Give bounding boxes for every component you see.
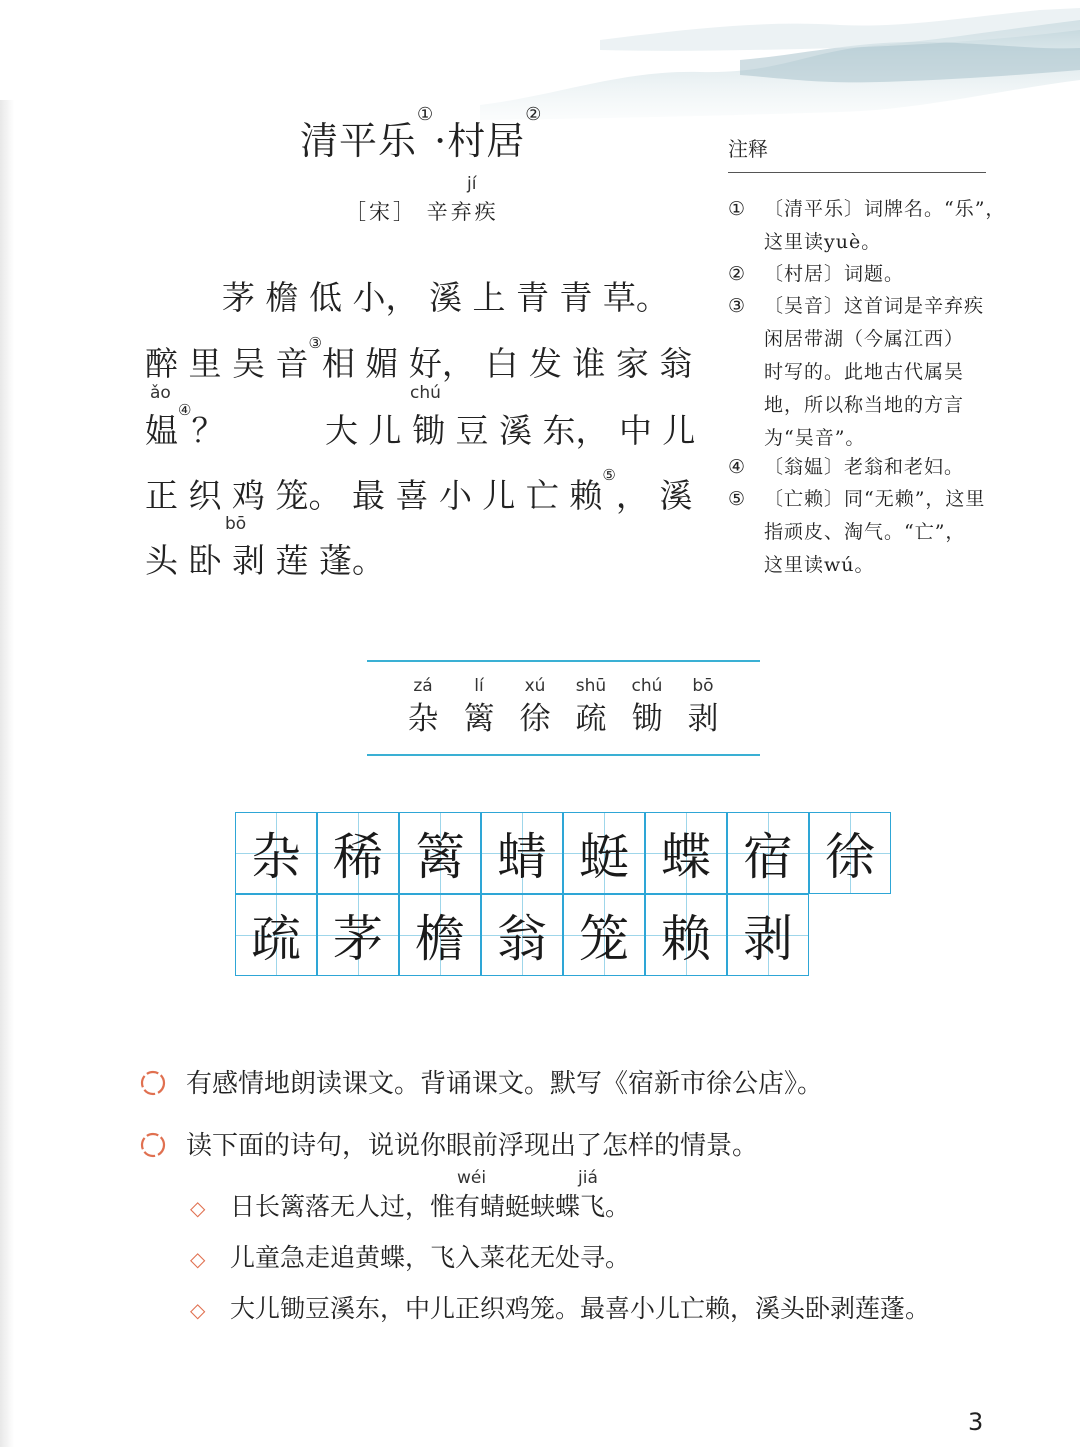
writing-char: 疏 [251, 910, 301, 968]
sub-item-3 [190, 1289, 930, 1325]
writing-char: 赖 [661, 910, 711, 968]
writing-char: 翁 [497, 910, 547, 968]
recognize-char: 杂 [407, 701, 439, 737]
poem-note-4: ④ [178, 401, 192, 419]
recognize-pinyin: shū [575, 676, 607, 696]
recognize-char: 锄 [631, 701, 663, 737]
writing-char: 茅 [333, 910, 383, 968]
writing-char: 蜻 [497, 828, 547, 886]
pinyin-chu: chú [410, 383, 441, 403]
poem-line-3 [145, 401, 225, 452]
note-text: 地，所以称当地的方言 [764, 394, 965, 416]
note-text: 〔亡赖〕同“无赖”，这里 [764, 488, 986, 510]
note-1 [728, 193, 1005, 259]
writing-grid-cell [399, 894, 481, 976]
note-text: 为“吴音”。 [764, 427, 866, 449]
writing-grid-cell [235, 812, 317, 894]
writing-grid-cell [727, 894, 809, 976]
note-number: ② [728, 263, 747, 285]
recognize-pinyin: zá [413, 676, 433, 696]
note-text: 闲居带湖（今属江西） [764, 328, 965, 350]
writing-char: 蝶 [661, 828, 711, 886]
note-text: 〔清平乐〕词牌名。“乐”， [764, 198, 1006, 220]
task-1 [140, 1063, 823, 1100]
writing-grid-cell [317, 812, 399, 894]
sub-item-2 [190, 1238, 630, 1274]
task-text: 读下面的诗句，说说你眼前浮现出了怎样的情景。 [186, 1131, 759, 1161]
writing-grid-cell [563, 812, 645, 894]
recognize-pinyin: xú [524, 676, 546, 696]
recognize-char: 徐 [519, 701, 551, 737]
poem-line-2a: 醉 里 吴 音 [145, 344, 309, 383]
note-number: ④ [728, 456, 747, 478]
recognize-char: 疏 [575, 701, 607, 737]
poem-line-4a: 正 织 鸡 笼。 最 喜 小 儿 亡 赖 [145, 476, 603, 515]
writing-char: 杂 [251, 828, 301, 886]
note-3 [728, 290, 984, 455]
writing-grid-cell [481, 812, 563, 894]
poem-line-3a: 媪 [145, 411, 178, 450]
writing-grid-cell [399, 812, 481, 894]
title-sub: 村居 [447, 119, 526, 163]
page-number: 3 [968, 1408, 984, 1436]
recognize-char: 篱 [463, 701, 495, 737]
poem-line-4 [145, 466, 693, 517]
sub-item-text: 大儿锄豆溪东，中儿正织鸡笼。最喜小儿亡赖，溪头卧剥莲蓬。 [230, 1294, 931, 1323]
title-main: 清平乐 [300, 119, 418, 163]
pinyin-bo: bō [225, 514, 247, 534]
note-text: 这里读wú。 [764, 554, 875, 576]
writing-grid-cell [235, 894, 317, 976]
writing-char: 徐 [825, 828, 875, 886]
poem-note-3: ③ [308, 334, 322, 352]
note-number: ① [728, 198, 747, 220]
note-text: 〔翁媪〕老翁和老妇。 [764, 456, 965, 478]
recognize-pinyin: lí [474, 676, 484, 696]
writing-grid-cell [645, 894, 727, 976]
writing-char: 蜓 [579, 828, 629, 886]
pinyin-wei: wéi [457, 1168, 487, 1188]
writing-char: 檐 [415, 910, 465, 968]
note-text: 〔吴音〕这首词是辛弃疾 [764, 295, 985, 317]
note-number: ⑤ [728, 488, 747, 510]
sub-item-1 [190, 1187, 630, 1223]
writing-grid-cell [727, 812, 809, 894]
sub-item-text: 日长篱落无人过，惟有蜻蜓蛱蝶飞。 [230, 1192, 631, 1221]
sub-item-text: 儿童急走追黄蝶，飞入菜花无处寻。 [230, 1243, 631, 1272]
poem-line-5: 头 卧 剥 莲 蓬。 [145, 541, 385, 580]
pinyin-ao: ǎo [150, 383, 171, 403]
recognize-char: 剥 [687, 701, 719, 737]
notes-divider [728, 172, 986, 173]
note-text: 这里读yuè。 [764, 231, 882, 253]
task-text: 有感情地朗读课文。背诵课文。默写《宿新市徐公店》。 [186, 1069, 824, 1099]
note-5 [728, 483, 985, 582]
page-spine-shadow [0, 100, 14, 1447]
notes-title: 注释 [728, 137, 768, 161]
poem-line-4b: ， 溪 [615, 476, 693, 515]
writing-char: 宿 [743, 828, 793, 886]
diamond-bullet-icon: ◇ [190, 1247, 206, 1271]
title-note-1: ① [417, 104, 435, 125]
writing-grid-cell [645, 812, 727, 894]
note-2 [728, 258, 904, 291]
title-separator: · [434, 119, 448, 163]
note-4 [728, 451, 964, 484]
writing-grid-cell [563, 894, 645, 976]
poem-line-3c: 大 儿 锄 豆 溪 东， 中 儿 [325, 411, 696, 450]
poem-line-2 [145, 334, 693, 385]
writing-grid-cell [317, 894, 399, 976]
writing-grid-cell [809, 812, 891, 894]
note-text: 指顽皮、淘气。“亡”， [764, 521, 966, 543]
diamond-bullet-icon: ◇ [190, 1196, 206, 1220]
poem-note-5: ⑤ [602, 466, 616, 484]
recognize-pinyin: bō [692, 676, 714, 696]
poem-title [300, 104, 600, 165]
note-text: 时写的。此地古代属吴 [764, 361, 965, 383]
writing-char: 剥 [743, 910, 793, 968]
recognize-pinyin: chú [631, 676, 663, 696]
diamond-bullet-icon: ◇ [190, 1298, 206, 1322]
writing-char: 篱 [415, 828, 465, 886]
poem-line-1: 茅 檐 低 小， 溪 上 青 青 草。 [222, 278, 669, 317]
note-text: 〔村居〕词题。 [764, 263, 905, 285]
pinyin-jia: jiá [578, 1168, 598, 1188]
dashed-circle-icon [140, 1070, 166, 1096]
note-number: ③ [728, 295, 747, 317]
title-note-2: ② [525, 104, 543, 125]
task-2 [140, 1125, 758, 1162]
writing-grid-cell [481, 894, 563, 976]
writing-char: 笼 [579, 910, 629, 968]
author-pinyin: jí [467, 174, 477, 194]
poem-author: ［宋］ 辛弃疾 [345, 200, 499, 224]
poem-line-2b: 相 媚 好， 白 发 谁 家 翁 [321, 344, 693, 383]
poem-line-3b: ？ [191, 411, 225, 450]
dashed-circle-icon [140, 1132, 166, 1158]
writing-char: 稀 [333, 828, 383, 886]
